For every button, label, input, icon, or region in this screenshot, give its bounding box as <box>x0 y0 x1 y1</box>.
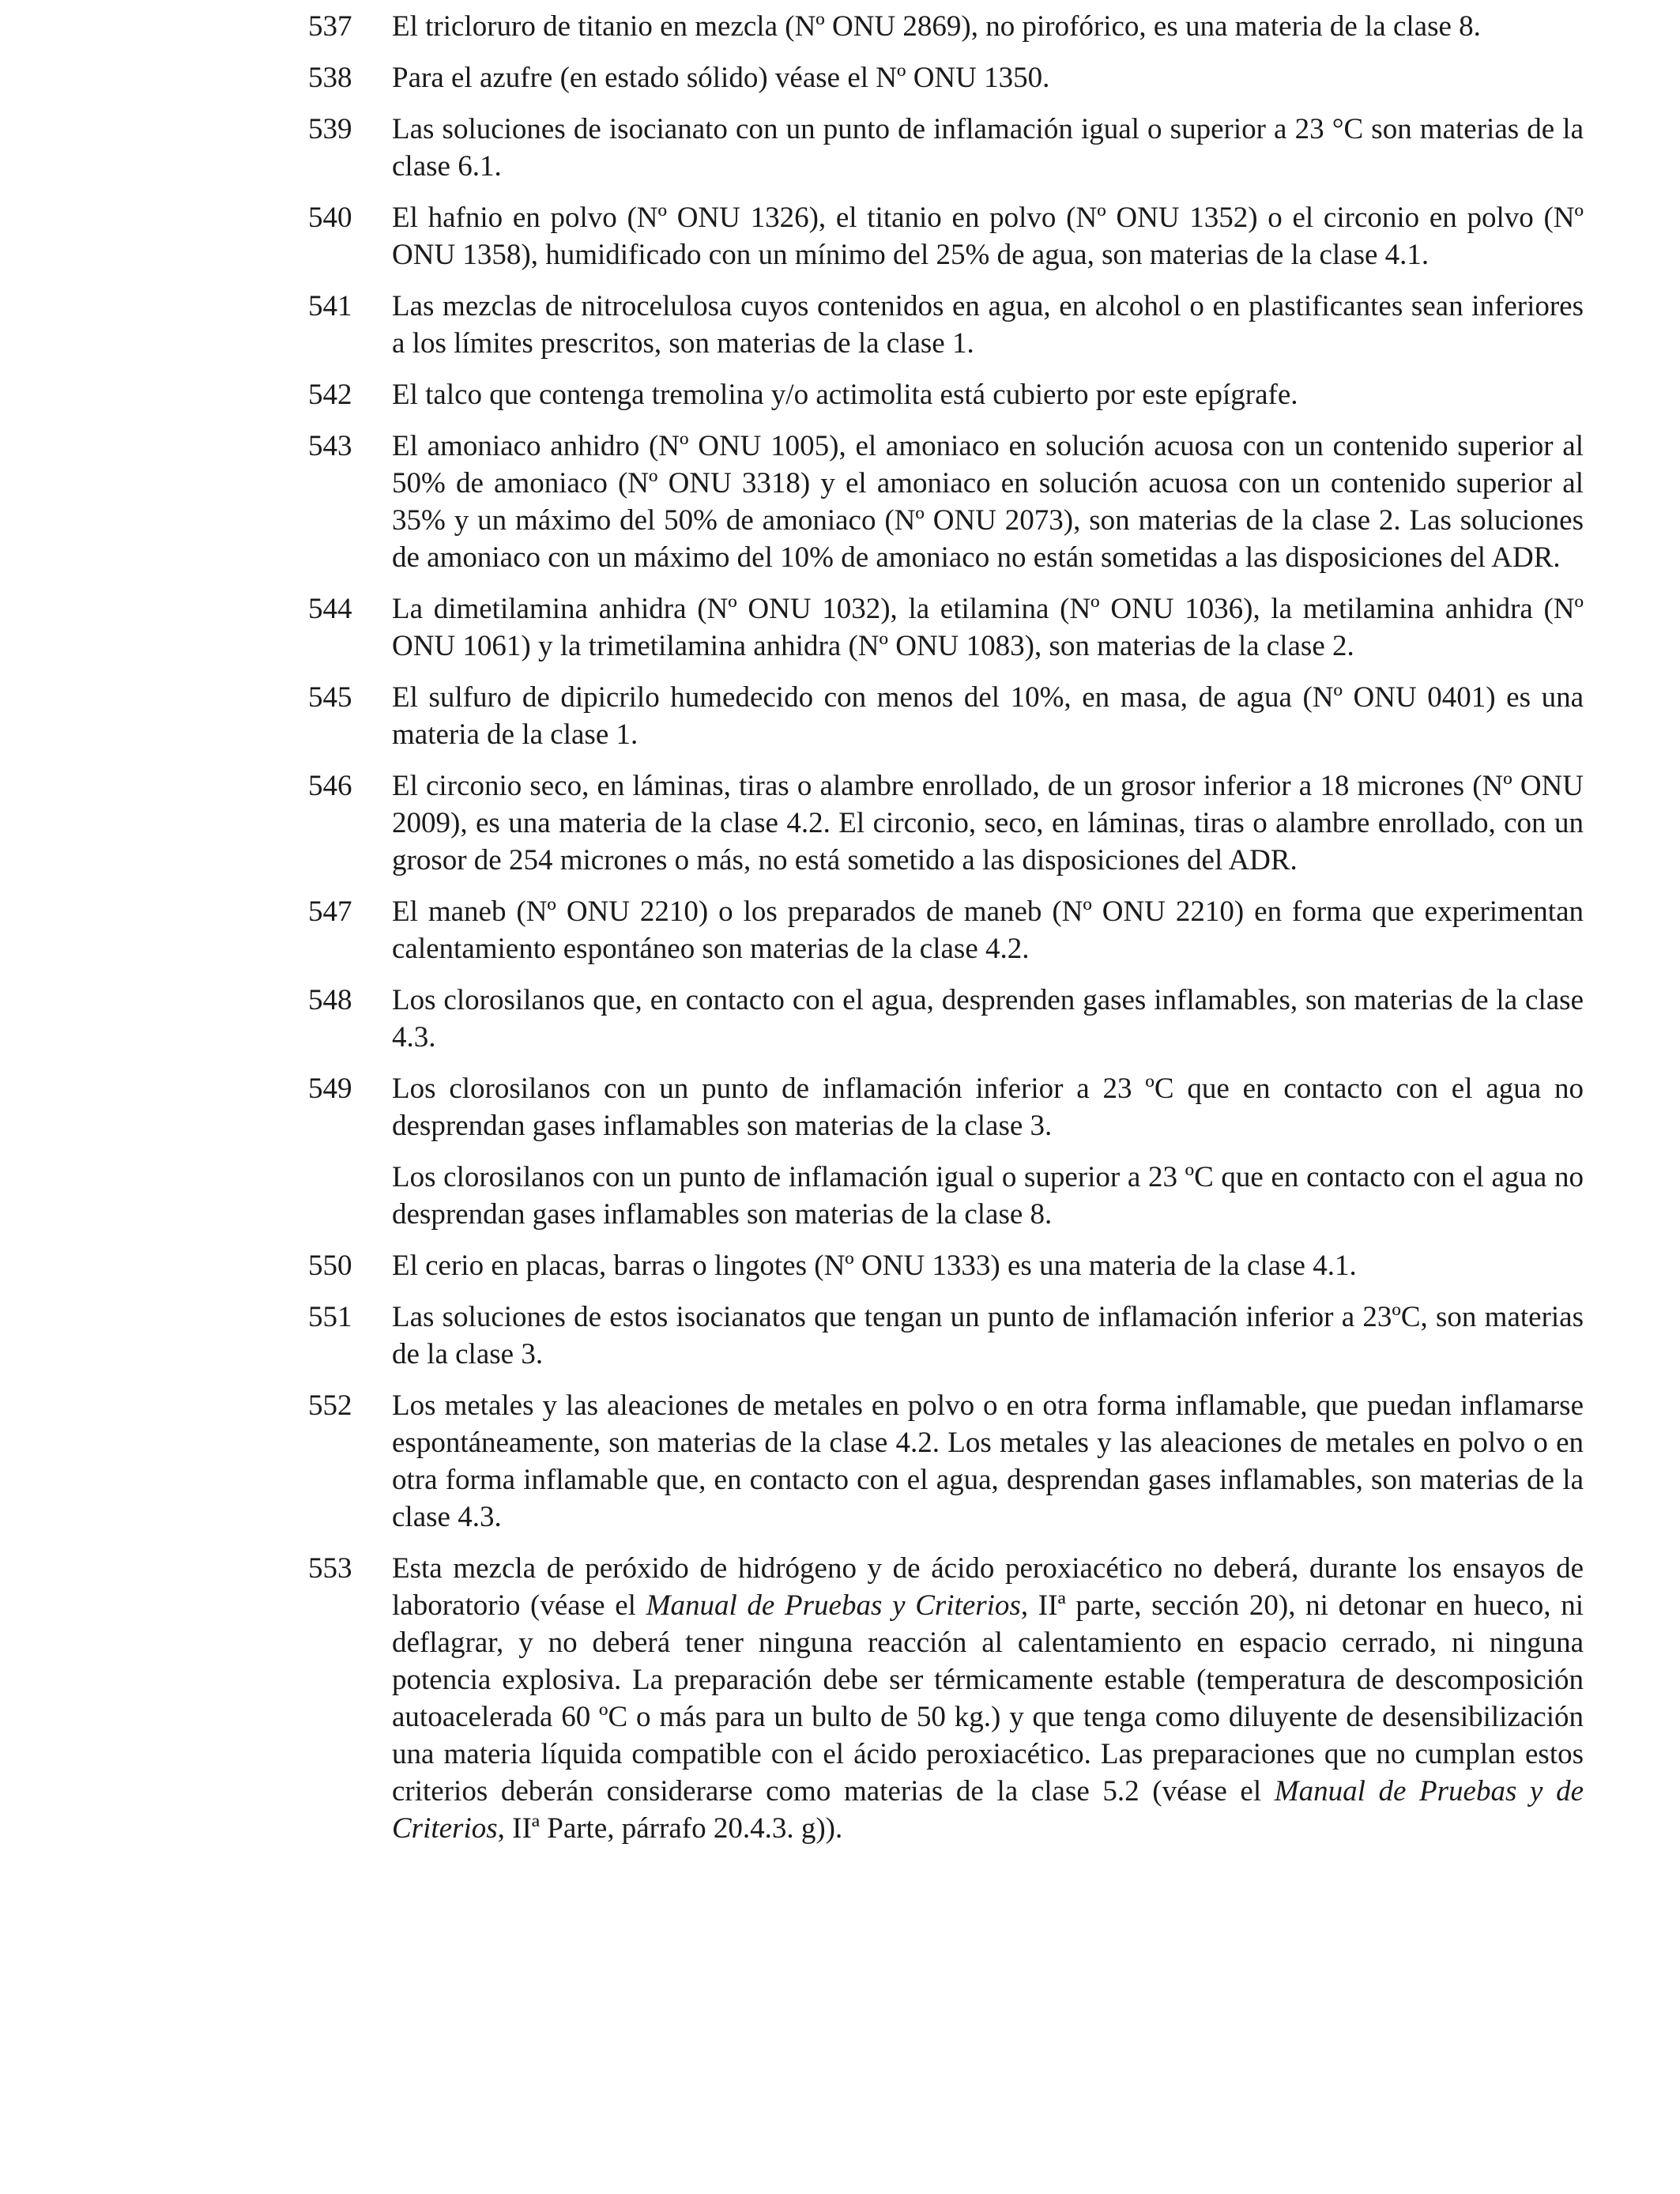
provision-number: 552 <box>308 1389 352 1422</box>
provision-543 <box>308 428 1584 576</box>
provision-body <box>392 1247 1584 1284</box>
provision-number: 550 <box>308 1250 352 1282</box>
provision-text: Para el azufre (en estado sólido) véase el Nº ONU 1350. <box>392 62 1050 94</box>
provision-547 <box>308 893 1584 967</box>
provision-number: 541 <box>308 290 352 322</box>
provision-548 <box>308 982 1584 1056</box>
provision-text: El talco que contenga tremolina y/o actimolita está cubierto por este epígrafe. <box>392 379 1298 411</box>
provision-number: 549 <box>308 1072 352 1105</box>
provision-541 <box>308 288 1584 362</box>
provision-body <box>392 1070 1584 1233</box>
provision-paragraph <box>392 288 1584 362</box>
provision-body <box>392 199 1584 273</box>
provision-number: 553 <box>308 1552 352 1585</box>
provision-paragraph <box>392 1387 1584 1536</box>
provision-body <box>392 376 1584 413</box>
provision-542 <box>308 376 1584 413</box>
provision-text: El circonio seco, en láminas, tiras o alambre enrollado, de un grosor inferior a 18 micrones (Nº ONU 2009), es una materia de la clase 4.2. El circonio, seco, en láminas, tiras o alambre enrollado, con un grosor de 254 micrones o más, no está sometido a las disposiciones del ADR. <box>392 770 1584 876</box>
provision-551 <box>308 1299 1584 1373</box>
provision-paragraph <box>392 893 1584 967</box>
provision-text: Las soluciones de isocianato con un punto de inflamación igual o superior a 23 °C son materias de la clase 6.1. <box>392 113 1584 183</box>
provision-text: Los clorosilanos con un punto de inflamación inferior a 23 ºC que en contacto con el agua no desprendan gases inflamables son materias de la clase 3. <box>392 1072 1584 1142</box>
provision-text: Los clorosilanos con un punto de inflamación igual o superior a 23 ºC que en contacto con el agua no desprendan gases inflamables son materias de la clase 8. <box>392 1161 1584 1231</box>
provision-text: Las mezclas de nitrocelulosa cuyos contenidos en agua, en alcohol o en plastificantes sean inferiores a los límites prescritos, son materias de la clase 1. <box>392 290 1584 360</box>
provision-number: 551 <box>308 1301 352 1333</box>
provision-paragraph <box>392 199 1584 273</box>
provision-text: El cerio en placas, barras o lingotes (Nº ONU 1333) es una materia de la clase 4.1. <box>392 1250 1357 1282</box>
provision-paragraph <box>392 1550 1584 1847</box>
provision-number: 542 <box>308 379 352 411</box>
provision-text: , IIª Parte, párrafo 20.4.3. g)). <box>497 1812 843 1845</box>
provision-paragraph <box>392 376 1584 413</box>
provision-549 <box>308 1070 1584 1233</box>
provision-538 <box>308 59 1584 96</box>
provision-number: 537 <box>308 10 352 43</box>
provision-paragraph <box>392 1299 1584 1373</box>
provision-539 <box>308 111 1584 185</box>
provision-text: El amoniaco anhidro (Nº ONU 1005), el amoniaco en solución acuosa con un contenido superior al 50% de amoniaco (Nº ONU 3318) y el amoniaco en solución acuosa con un contenido superior al 35% y un máximo del 50% de amoniaco (Nº ONU 2073), son materias de la clase 2. Las soluciones de amoniaco con un máximo del 10% de amoniaco no están sometidas a las disposiciones del ADR. <box>392 430 1584 574</box>
provision-body <box>392 1550 1584 1847</box>
provision-text: El hafnio en polvo (Nº ONU 1326), el titanio en polvo (Nº ONU 1352) o el circonio en polvo (Nº ONU 1358), humidificado con un mínimo del 25% de agua, son materias de la clase 4.1. <box>392 202 1584 271</box>
provision-number: 548 <box>308 984 352 1016</box>
provision-paragraph <box>392 1247 1584 1284</box>
provision-body <box>392 982 1584 1056</box>
provision-number: 540 <box>308 202 352 234</box>
provision-number: 546 <box>308 770 352 802</box>
provision-text: Los clorosilanos que, en contacto con el agua, desprenden gases inflamables, son materias de la clase 4.3. <box>392 984 1584 1054</box>
provision-text: Las soluciones de estos isocianatos que tengan un punto de inflamación inferior a 23ºC, son materias de la clase 3. <box>392 1301 1584 1370</box>
provision-paragraph <box>392 428 1584 576</box>
provision-body <box>392 1299 1584 1373</box>
provision-body <box>392 59 1584 96</box>
provision-body <box>392 111 1584 185</box>
provision-545 <box>308 679 1584 753</box>
provision-paragraph <box>392 982 1584 1056</box>
provision-text: La dimetilamina anhidra (Nº ONU 1032), la etilamina (Nº ONU 1036), la metilamina anhidra (Nº ONU 1061) y la trimetilamina anhidra (Nº ONU 1083), son materias de la clase 2. <box>392 593 1584 662</box>
provision-number: 543 <box>308 430 352 462</box>
provision-paragraph <box>392 59 1584 96</box>
provision-number: 544 <box>308 593 352 625</box>
provision-body <box>392 428 1584 576</box>
provision-text: Esta mezcla de peróxido de hidrógeno y de ácido peroxiacético no deberá, durante los ensayos de laboratorio (véase el <box>392 1552 1584 1622</box>
publication-title: Manual de Pruebas y Criterios <box>646 1589 1021 1622</box>
provision-number: 547 <box>308 895 352 928</box>
provision-body <box>392 767 1584 879</box>
provision-paragraph <box>392 8 1584 45</box>
provision-body <box>392 288 1584 362</box>
provision-paragraph <box>392 590 1584 665</box>
provision-text: , IIª parte, sección 20), ni detonar en hueco, ni deflagrar, y no deberá tener ninguna reacción al calentamiento en espacio cerrado, ni ninguna potencia explosiva. La preparación debe ser térmicamente estable (temperatura de descomposición autoacelerada 60 ºC o más para un bulto de 50 kg.) y que tenga como diluyente de desensibilización una materia líquida compatible con el ácido peroxiacético. Las preparaciones que no cumplan estos criterios deberán considerarse como materias de la clase 5.2 (véase el <box>392 1589 1584 1808</box>
provision-537 <box>308 8 1584 45</box>
provision-553 <box>308 1550 1584 1847</box>
provision-540 <box>308 199 1584 273</box>
provision-paragraph <box>392 111 1584 185</box>
provision-text: El tricloruro de titanio en mezcla (Nº ONU 2869), no pirofórico, es una materia de la clase 8. <box>392 10 1481 43</box>
provision-body <box>392 590 1584 665</box>
provision-text: El maneb (Nº ONU 2210) o los preparados de maneb (Nº ONU 2210) en forma que experimentan calentamiento espontáneo son materias de la clase 4.2. <box>392 895 1584 965</box>
publication-title: Manual de Pruebas y de Criterios <box>392 1775 1584 1845</box>
provision-body <box>392 1387 1584 1536</box>
provision-paragraph <box>392 1070 1584 1144</box>
provision-body <box>392 679 1584 753</box>
provision-text: El sulfuro de dipicrilo humedecido con menos del 10%, en masa, de agua (Nº ONU 0401) es una materia de la clase 1. <box>392 681 1584 751</box>
provision-550 <box>308 1247 1584 1284</box>
provision-552 <box>308 1387 1584 1536</box>
special-provisions-list <box>308 8 1584 1861</box>
provision-number: 539 <box>308 113 352 145</box>
provision-text: Los metales y las aleaciones de metales en polvo o en otra forma inflamable, que puedan inflamarse espontáneamente, son materias de la clase 4.2. Los metales y las aleaciones de metales en polvo o en otra forma inflamable que, en contacto con el agua, desprendan gases inflamables, son materias de la clase 4.3. <box>392 1389 1584 1533</box>
provision-paragraph <box>392 767 1584 879</box>
provision-number: 538 <box>308 62 352 94</box>
provision-body <box>392 8 1584 45</box>
provision-544 <box>308 590 1584 665</box>
provision-paragraph <box>392 679 1584 753</box>
provision-body <box>392 893 1584 967</box>
provision-546 <box>308 767 1584 879</box>
provision-number: 545 <box>308 681 352 714</box>
provision-paragraph <box>392 1159 1584 1233</box>
